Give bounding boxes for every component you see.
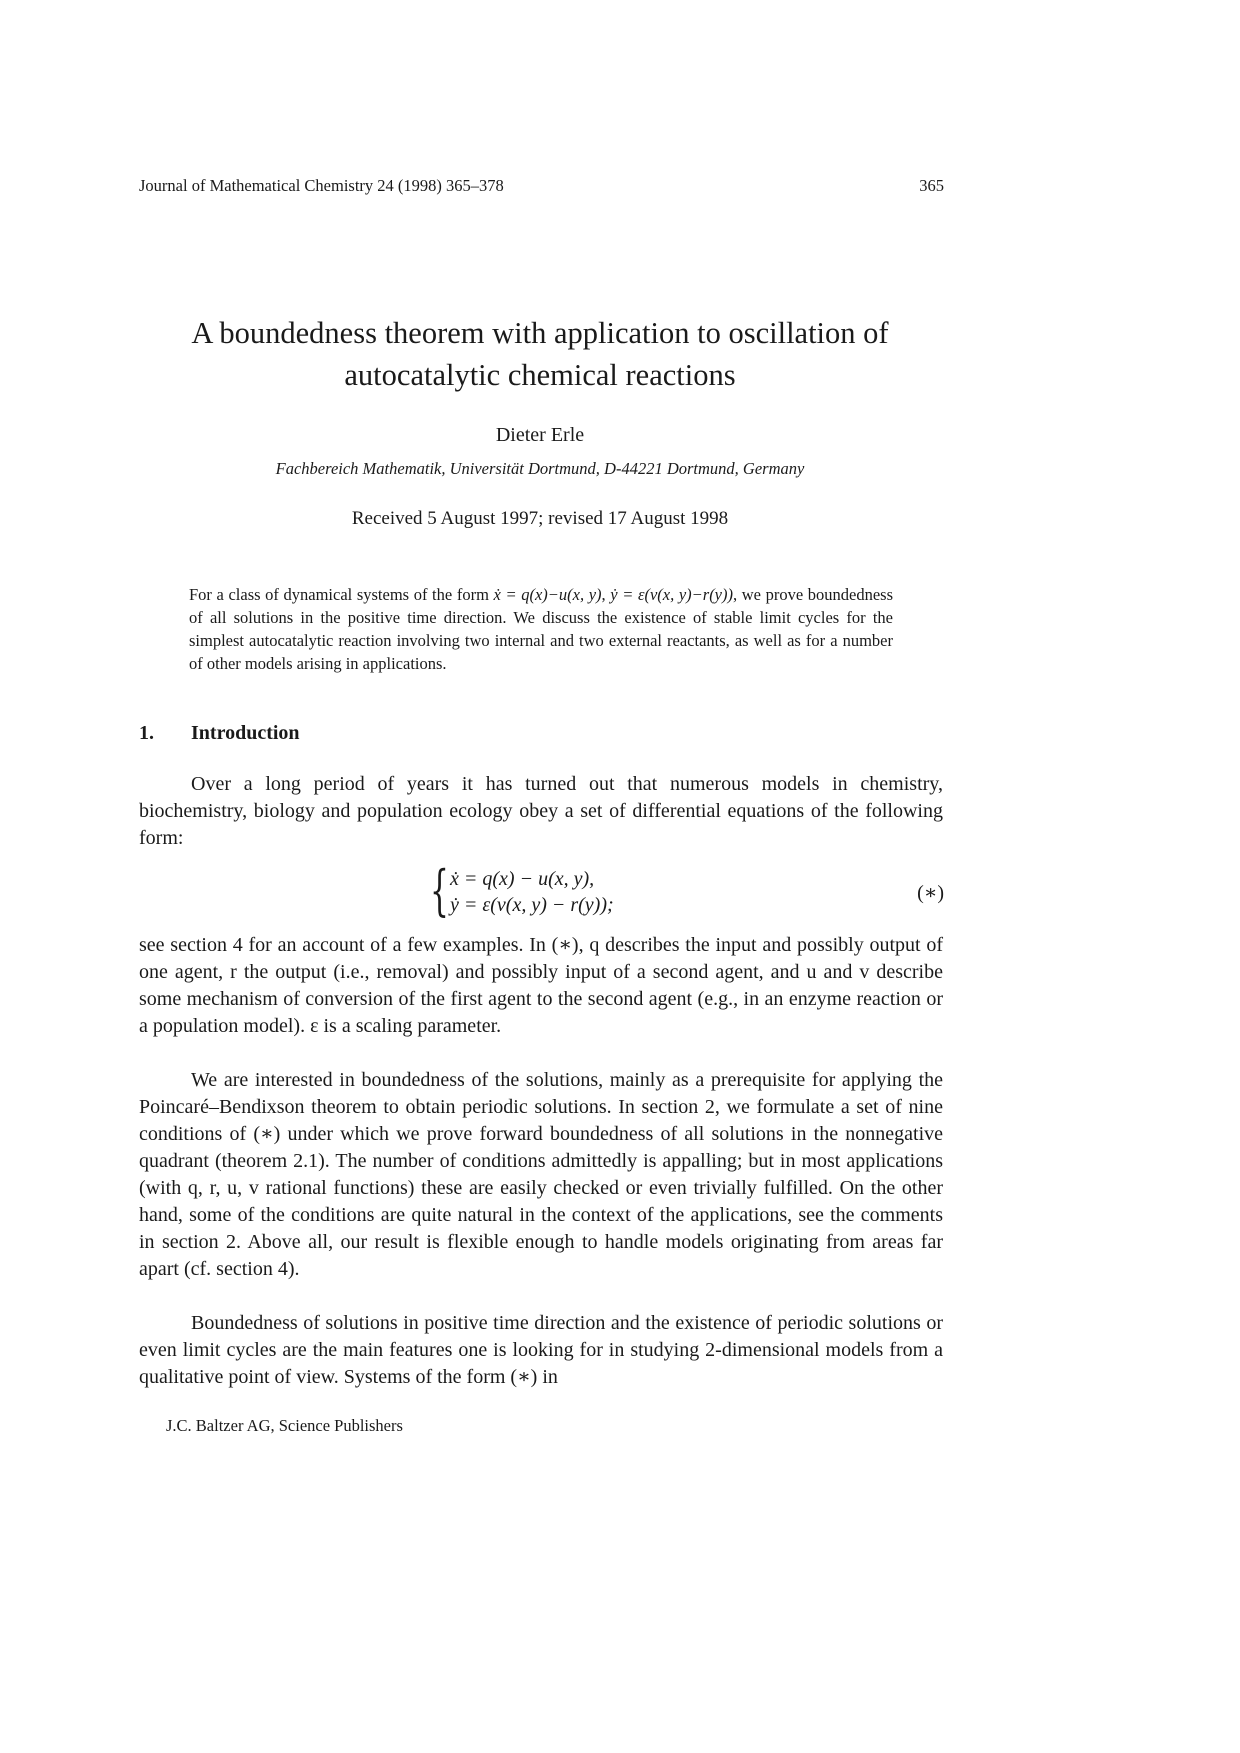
section-heading [139, 722, 300, 745]
abstract-formula-y: ẏ = ε(v(x, y)−r(y)) [610, 585, 733, 604]
abstract-text-2: , we prove boundedness of all solutions in the positive time direction. We discuss the existence of stable limit cycles for the simplest autocatalytic reaction involving two internal and two external reactants, as well as for a number of other models arising in applications. [189, 585, 894, 673]
author-affiliation: Fachbereich Mathematik, Universität Dortmund, D-44221 Dortmund, Germany [275, 459, 805, 478]
abstract [189, 583, 893, 675]
intro-paragraph-2: see section 4 for an account of a few examples. In (∗), q describes the input and possibly output of one agent, r the output (i.e., removal) and possibly input of a second agent, and u and v describe some mechanism of conversion of the first agent to the second agent (e.g., in an enzyme reaction or a population model). ε is a scaling parameter. [139, 934, 943, 1037]
title-line-2: autocatalytic chemical reactions [344, 358, 736, 392]
equation-line-2: ẏ = ε(v(x, y) − r(y)); [450, 894, 614, 916]
equation-system [430, 859, 614, 922]
section-number: 1. [139, 722, 154, 744]
page-number: 365 [919, 176, 944, 195]
intro-paragraph-4: Boundedness of solutions in positive time direction and the existence of periodic solutions or even limit cycles are the main features one is looking for in studying 2-dimensional models from a qualitative point of view. Systems of the form (∗) in [139, 1312, 943, 1388]
intro-paragraph-3: We are interested in boundedness of the solutions, mainly as a prerequisite for applying the Poincaré–Bendixson theorem to obtain periodic solutions. In section 2, we formulate a set of nine conditions of (∗) under which we prove forward boundedness of all solutions in the nonnegative quadrant (theorem 2.1). The number of conditions admittedly is appalling; but in most applications (with q, r, u, v rational functions) these are easily checked or even trivially fulfilled. On the other hand, some of the conditions are quite natural in the context of the applications, see the comments in section 2. Above all, our result is flexible enough to handle models originating from areas far apart (cf. section 4). [139, 1069, 943, 1280]
abstract-text-1: For a class of dynamical systems of the form [189, 585, 494, 604]
equation-label: (∗) [917, 882, 944, 904]
section-title: Introduction [191, 722, 300, 744]
paper-title [100, 312, 980, 396]
publisher-footer: J.C. Baltzer AG, Science Publishers [166, 1416, 403, 1435]
received-dates: Received 5 August 1997; revised 17 August 1998 [351, 508, 729, 529]
running-header-journal: Journal of Mathematical Chemistry 24 (1998) 365–378 [139, 176, 504, 195]
author-name: Dieter Erle [495, 424, 585, 446]
abstract-separator: , [601, 585, 611, 604]
abstract-formula-x: ẋ = q(x)−u(x, y) [493, 585, 602, 604]
intro-paragraph-1: Over a long period of years it has turned out that numerous models in chemistry, biochemistry, biology and population ecology obey a set of differential equations of the following form: [139, 773, 943, 849]
equation-line-1: ẋ = q(x) − u(x, y), [450, 868, 595, 890]
equation-brace: { [430, 859, 449, 922]
title-line-1: A boundedness theorem with application to oscillation of [191, 316, 889, 350]
